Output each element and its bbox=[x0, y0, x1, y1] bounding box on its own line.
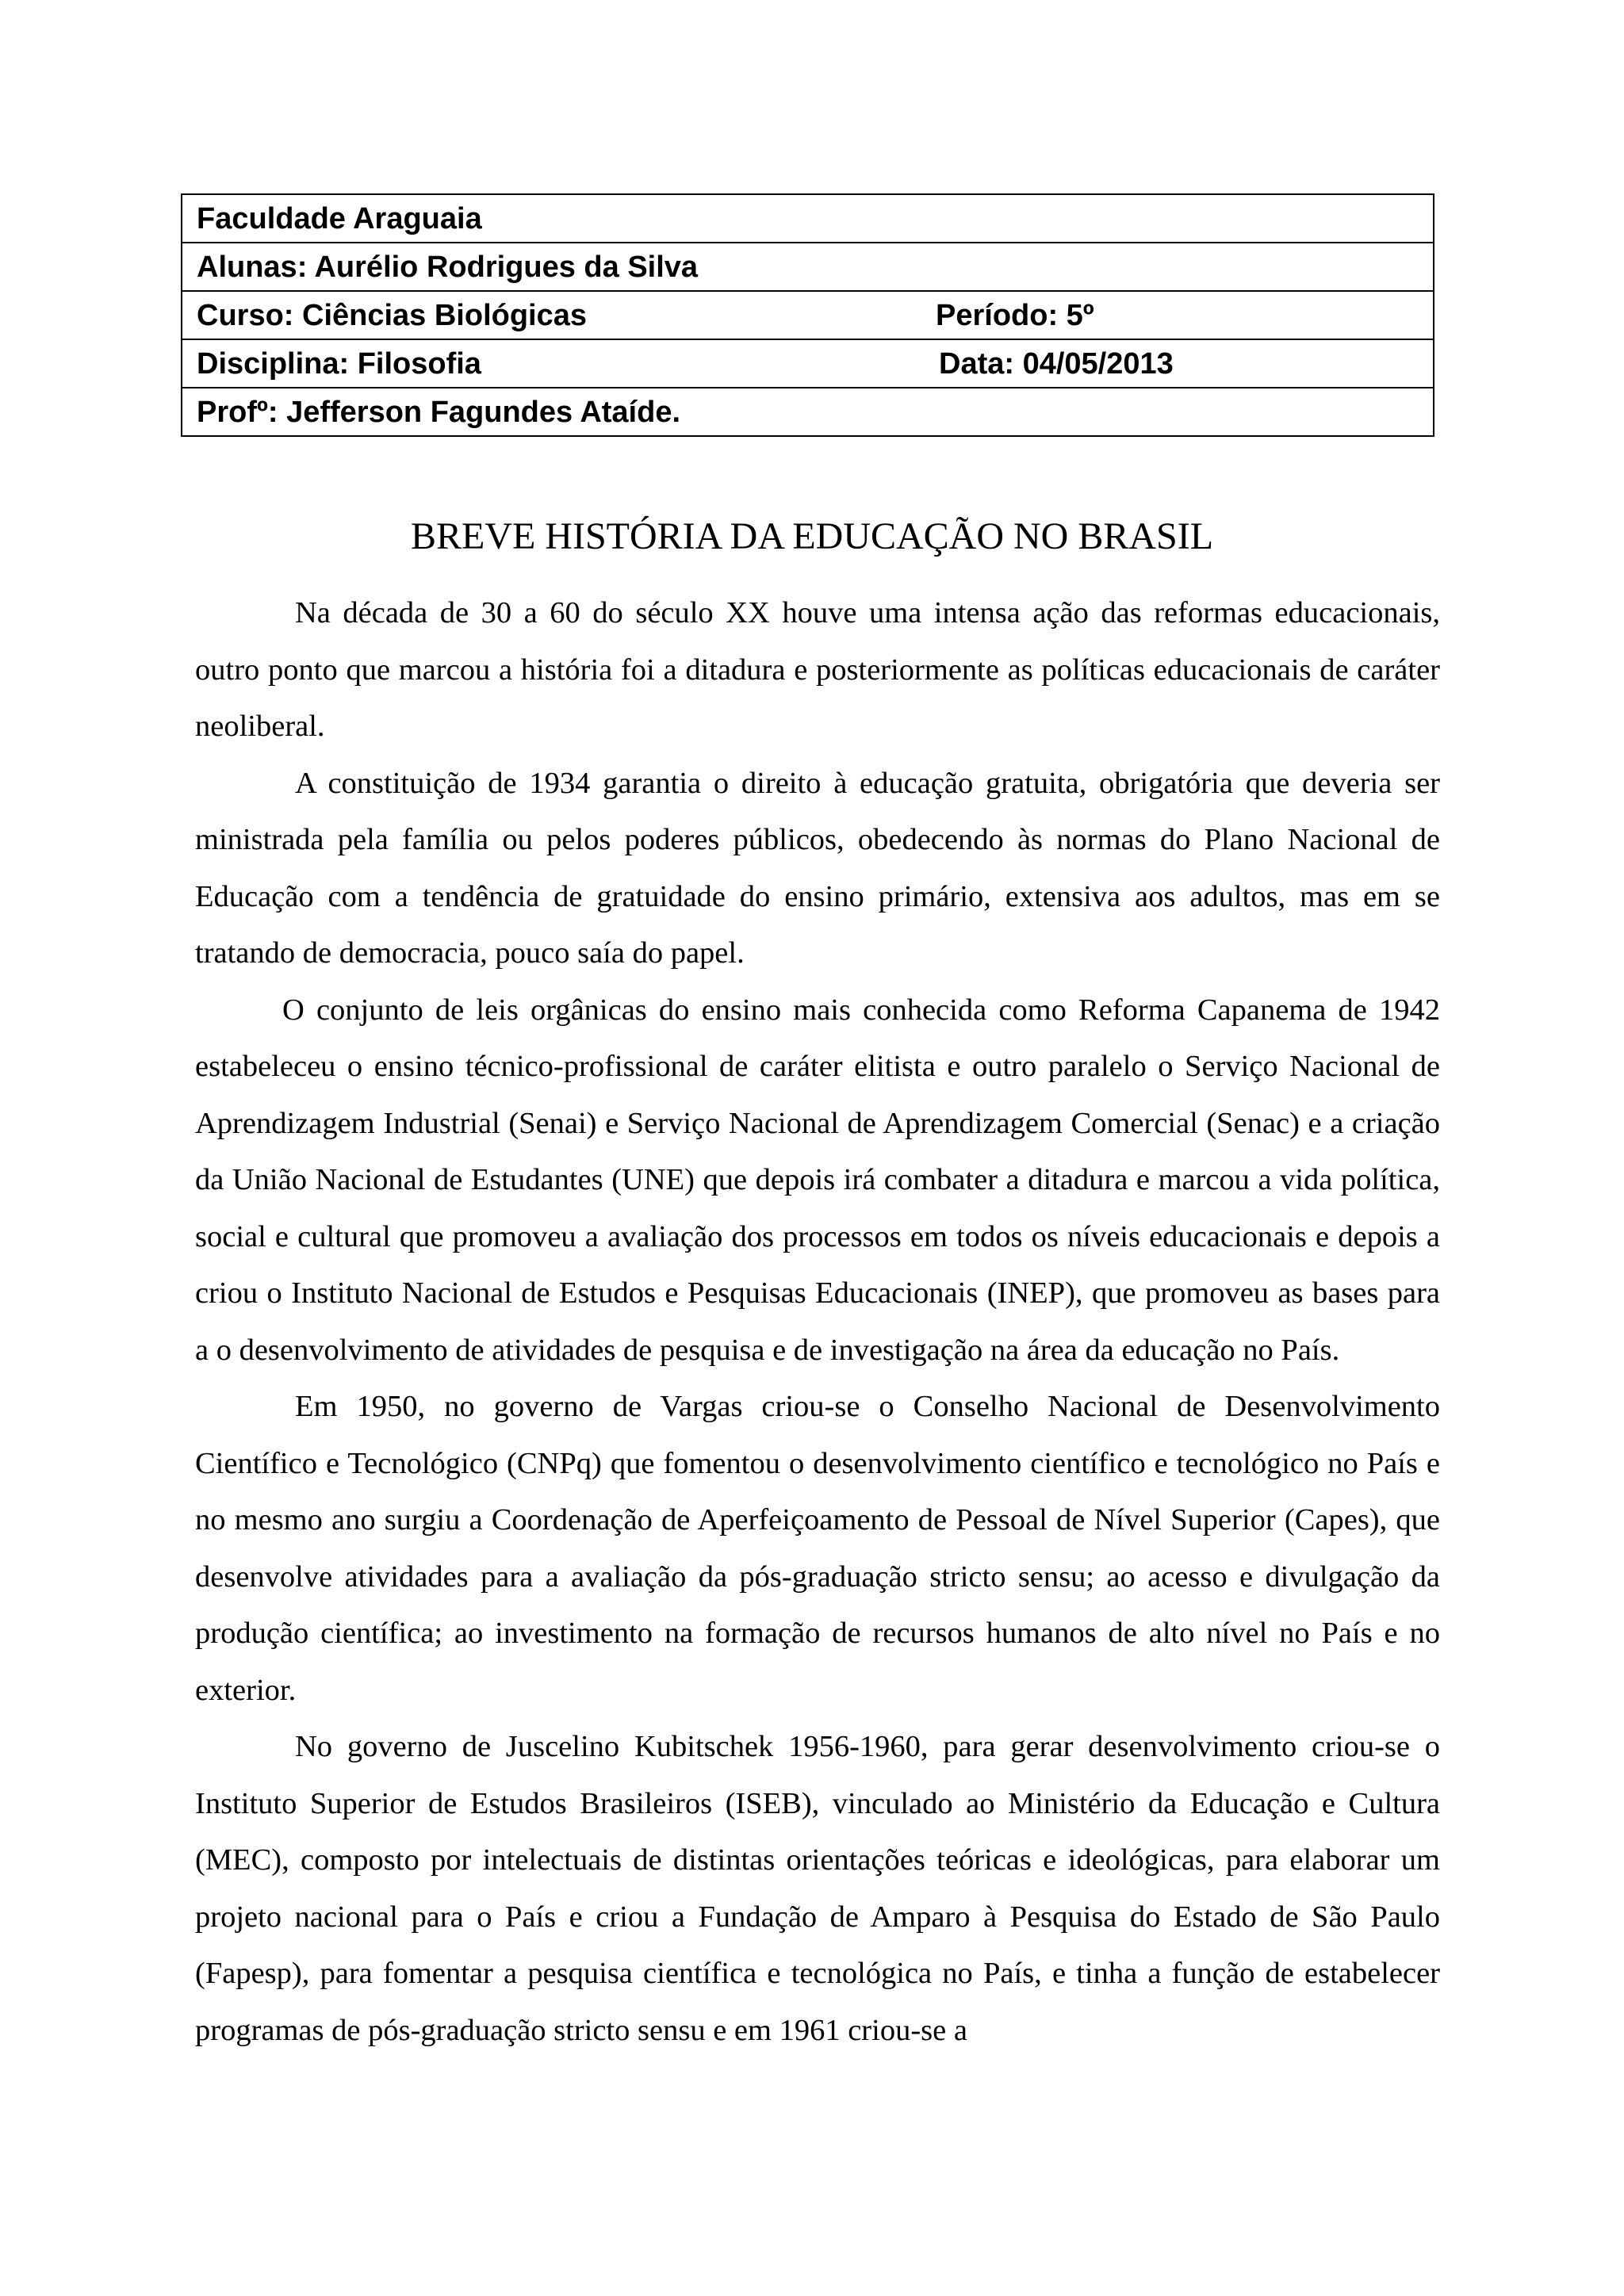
header-row-professor bbox=[182, 388, 1434, 436]
paragraph: Em 1950, no governo de Vargas criou-se o Conselho Nacional de Desenvolvimento Científico e Tecnológico (CNPq) que fomentou o desenvolvimento científico e tecnológico no País e no mesmo ano surgiu a Coordenação de Aperfeiçoamento de Pessoal de Nível Superior (Capes), que desenvolve atividades para a avaliação da pós-graduação stricto sensu; ao acesso e divulgação da produção científica; ao investimento na formação de recursos humanos de alto nível no País e no exterior. bbox=[195, 1390, 1440, 1707]
header-row-discipline bbox=[182, 339, 1434, 388]
paragraph: A constituição de 1934 garantia o direito à educação gratuita, obrigatória que deveria ser ministrada pela família ou pelos poderes públicos, obedecendo às normas do Plano Nacional de Educação com a tendência de gratuidade do ensino primário, extensiva aos adultos, mas em se tratando de democracia, pouco saía do papel. bbox=[195, 766, 1440, 970]
students-cell: Alunas: Aurélio Rodrigues da Silva bbox=[182, 243, 1434, 291]
course-period-cell bbox=[182, 291, 1434, 339]
paragraph: O conjunto de leis orgânicas do ensino mais conhecida como Reforma Capanema de 1942 estabeleceu o ensino técnico-profissional de caráter elitista e outro paralelo o Serviço Nacional de Aprendizagem Industrial (Senai) e Serviço Nacional de Aprendizagem Comercial (Senac) e a criação da União Nacional de Estudantes (UNE) que depois irá combater a ditadura e marcou a vida política, social e cultural que promoveu a avaliação dos processos em todos os níveis educacionais e depois a criou o Instituto Nacional de Estudos e Pesquisas Educacionais (INEP), que promoveu as bases para a o desenvolvimento de atividades de pesquisa e de investigação na área da educação no País. bbox=[195, 993, 1440, 1367]
paragraph: No governo de Juscelino Kubitschek 1956-1960, para gerar desenvolvimento criou-se o Instituto Superior de Estudos Brasileiros (ISEB), vinculado ao Ministério da Educação e Cultura (MEC), composto por intelectuais de distintas orientações teóricas e ideológicas, para elaborar um projeto nacional para o País e criou a Fundação de Amparo à Pesquisa do Estado de São Paulo (Fapesp), para fomentar a pesquisa científica e tecnológica no País, e tinha a função de estabelecer programas de pós-graduação stricto sensu e em 1961 criou-se a bbox=[195, 1730, 1440, 2047]
header-row-students bbox=[182, 243, 1434, 291]
header-row-course bbox=[182, 291, 1434, 339]
paragraph: Na década de 30 a 60 do século XX houve uma intensa ação das reformas educacionais, outro ponto que marcou a história foi a ditadura e posteriormente as políticas educacionais de caráter neoliberal. bbox=[195, 596, 1440, 743]
date-label: Data: 04/05/2013 bbox=[939, 346, 1174, 381]
institution-cell: Faculdade Araguaia bbox=[182, 194, 1434, 243]
discipline-label: Disciplina: Filosofia bbox=[197, 346, 481, 381]
header-row-institution bbox=[182, 194, 1434, 243]
discipline-date-cell bbox=[182, 339, 1434, 388]
document-body bbox=[195, 585, 1440, 2059]
professor-cell: Profº: Jefferson Fagundes Ataíde. bbox=[182, 388, 1434, 436]
period-label: Período: 5º bbox=[936, 298, 1094, 332]
course-label: Curso: Ciências Biológicas bbox=[197, 298, 588, 332]
header-table bbox=[181, 193, 1434, 437]
document-title: BREVE HISTÓRIA DA EDUCAÇÃO NO BRASIL bbox=[410, 515, 1214, 557]
